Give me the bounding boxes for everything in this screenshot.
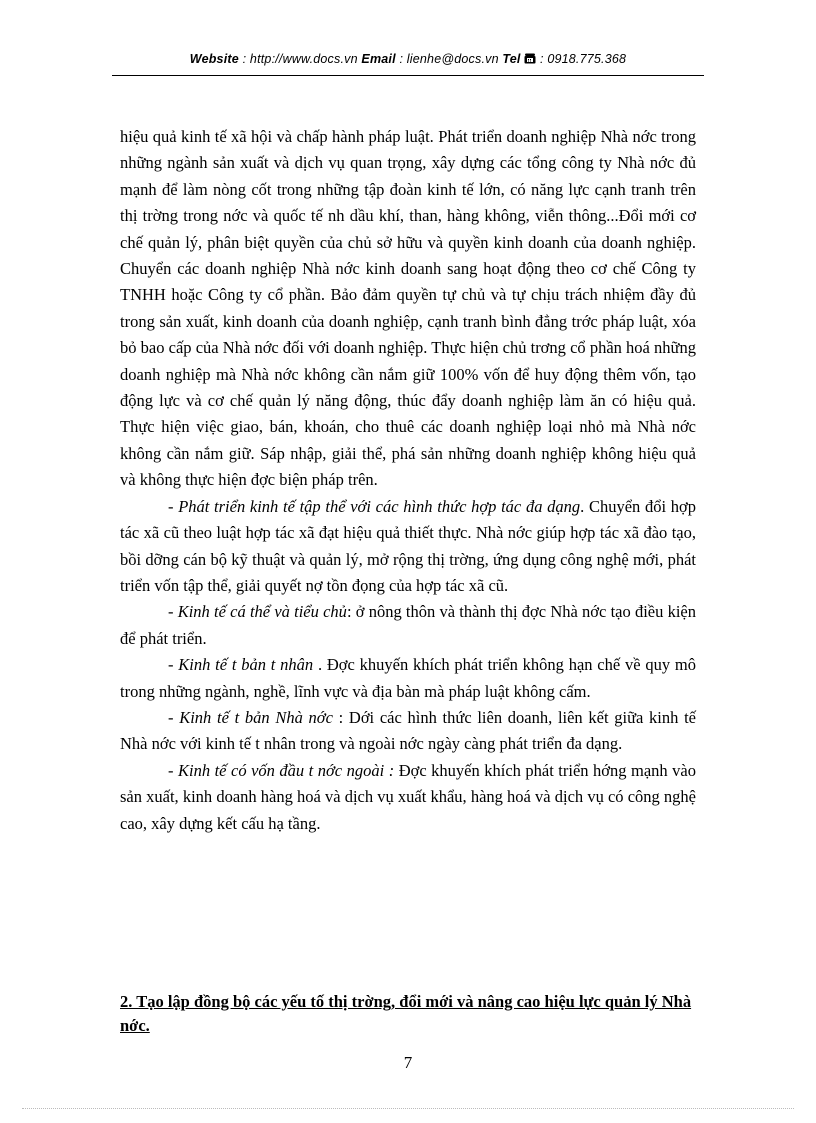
paragraph-6-lead: - Kinh tế có vốn đầu t nớc ngoài :	[168, 760, 395, 780]
website-label: Website	[189, 52, 239, 66]
page-header	[0, 52, 816, 67]
paragraph-4-lead: - Kinh tế t bản t nhân	[168, 655, 314, 675]
paragraph-6: - Kinh tế có vốn đầu t nớc ngoài : Đợc khuyến khích phát triển hớng mạnh vào sản xuất, kinh doanh hàng hoá và dịch vụ xuất khẩu, hàng hoá và dịch vụ có công nghệ cao, xây dựng kết cấu hạ tầng.	[120, 760, 697, 833]
email-label: Email	[361, 52, 396, 66]
header-divider	[112, 75, 704, 76]
paragraph-4: - Kinh tế t bản t nhân . Đợc khuyến khích phát triển không hạn chế về quy mô trong những ngành, nghề, lĩnh vực và địa bàn mà pháp luật không cấm.	[120, 655, 696, 701]
paragraph-5-lead: - Kinh tế t bản Nhà nớc	[168, 707, 333, 727]
paragraph-5: - Kinh tế t bản Nhà nớc : Dới các hình thức liên doanh, liên kết giữa kinh tế Nhà nớc với kinh tế t nhân trong và ngoài nớc ngày càng phát triển đa dạng.	[120, 707, 696, 754]
paragraph-2: - Phát triển kinh tế tập thể với các hình thức hợp tác đa dạng. Chuyển đổi hợp tác xã cũ theo luật hợp tác xã đạt hiệu quả thiết thực. Nhà nớc giúp hợp tác xã đào tạo, bồi dỡng cán bộ kỹ thuật và quản lý, mở rộng thị trờng, ứng dụng công nghệ mới, phát triển vốn tập thể, giải quyết nợ tồn đọng của hợp tác xã cũ.	[120, 496, 696, 595]
paragraph-2-lead: - Phát triển kinh tế tập thể với các hình thức hợp tác đa dạng	[168, 496, 581, 516]
tel-label: Tel	[502, 52, 521, 66]
paragraph-3: - Kinh tế cá thể và tiểu chủ: ở nông thôn và thành thị đợc Nhà nớc tạo điều kiện để phát triển.	[120, 602, 696, 648]
phone-icon	[524, 53, 536, 67]
page-bottom-border	[22, 1108, 794, 1109]
paragraph-3-lead: - Kinh tế cá thể và tiểu chủ	[168, 602, 347, 622]
website-value: : http://www.docs.vn	[238, 52, 362, 66]
paragraph-1: hiệu quả kinh tế xã hội và chấp hành pháp luật. Phát triển doanh nghiệp Nhà nớc trong những ngành sản xuất và dịch vụ quan trọng, xây dựng các tổng công ty Nhà nớc đủ mạnh để làm nòng cốt trong những tập đoàn kinh tế lớn, có năng lực cạnh tranh trên thị trờng trong nớc và quốc tế nh dầu khí, than, hàng không, viễn thông...Đổi mới cơ chế quản lý, phân biệt quyền của chủ sở hữu và quyền kinh doanh của doanh nghiệp. Chuyển các doanh nghiệp Nhà nớc kinh doanh sang hoạt động theo cơ chế Công ty TNHH hoặc Công ty cổ phần. Bảo đảm quyền tự chủ và tự chịu trách nhiệm đầy đủ trong sản xuất, kinh doanh của doanh nghiệp, cạnh tranh bình đẳng trớc pháp luật, xóa bỏ bao cấp của Nhà nớc đối với doanh nghiệp. Thực hiện chủ trơng cổ phần hoá những doanh nghiệp mà Nhà nớc không cần nắm giữ 100% vốn để huy động thêm vốn, tạo động lực và cơ chế quản lý năng động, thúc đẩy doanh nghiệp làm ăn có hiệu quả. Thực hiện việc giao, bán, khoán, cho thuê các doanh nghiệp loại nhỏ mà Nhà nớc không cần nắm giữ. Sáp nhập, giải thể, phá sản những doanh nghiệp không hiệu quả và không thực hiện đợc biện pháp trên.	[120, 127, 696, 490]
tel-value: : 0918.775.368	[536, 52, 627, 66]
email-value: : lienhe@docs.vn	[395, 52, 503, 66]
section-heading: 2. Tạo lập đồng bộ các yếu tố thị trờng, đổi mới và nâng cao hiệu lực quản lý Nhà nớc.	[120, 992, 692, 1035]
page-number: 7	[403, 1053, 413, 1072]
body-text	[120, 124, 696, 837]
